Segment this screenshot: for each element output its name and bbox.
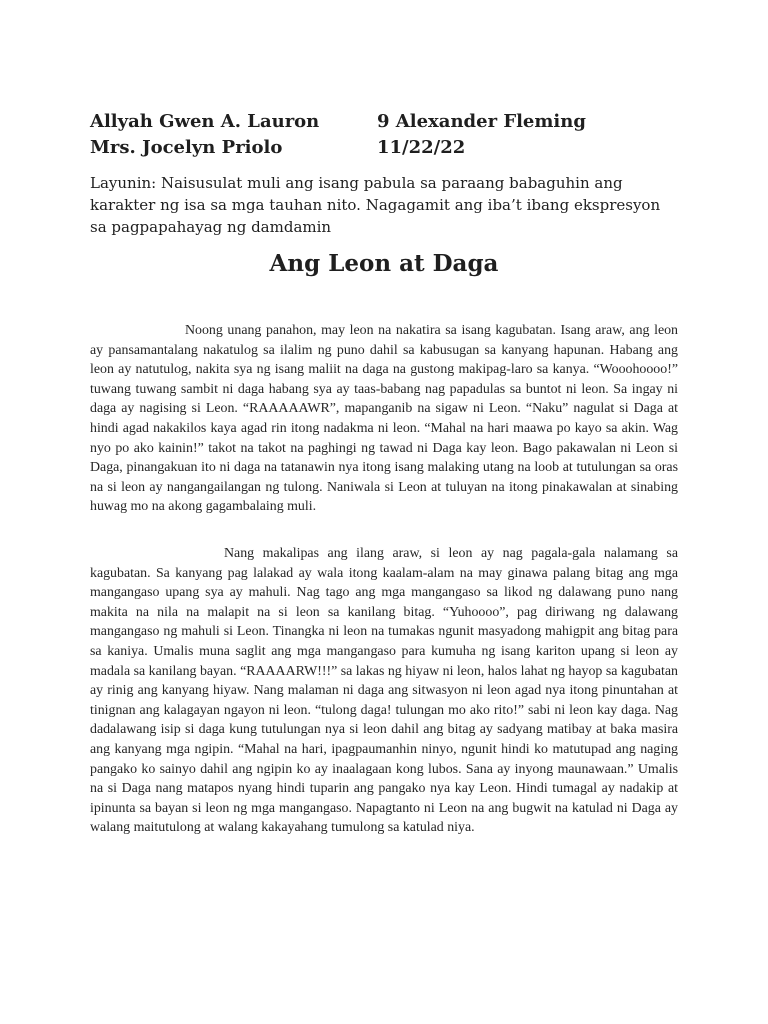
teacher-name: Mrs. Jocelyn Priolo — [90, 137, 283, 158]
header-row-teacher — [90, 137, 466, 158]
objective-text: Layunin: Naisusulat muli ang isang pabula sa paraang babaguhin ang karakter ng isa sa mga tauhan nito. Nagagamit ang iba’t ibang ekspresyon sa pagpapahayag ng damdamin — [90, 174, 661, 236]
student-section: 9 Alexander Fleming — [377, 111, 586, 132]
document-title: Ang Leon at Daga — [269, 250, 499, 277]
document-date: 11/22/22 — [377, 137, 466, 158]
student-name: Allyah Gwen A. Lauron — [90, 111, 320, 132]
story-paragraph-2: Nang makalipas ang ilang araw, si leon ay nag pagala-gala nalamang sa kagubatan. Sa kanyang pag lalakad ay wala itong kaalam-alam na may ginawa palang bitag ang mga mangangaso upang sya ay mahuli. Nag tago ang mga mangangaso sa likod ng dalawang puno nang makita na nila na malapit na si leon sa kanilang bitag. “Yuhoooo”, pag diriwang ng dalawang mangangaso ng mahuli si Leon. Tinangka ni leon na tumakas ngunit masyadong mahigpit ang bitag para sa kaniya. Umalis muna saglit ang mga mangangaso para kumuha ng isang kariton upang si leon ay madala sa kanilang bayan. “RAAAARW!!!” sa lakas ng hiyaw ni leon, halos lahat ng hayop sa kagubatan ay rinig ang kanyang hiyaw. Nang malaman ni daga ang sitwasyon ni leon agad nya itong pinuntahan at tinignan ang kalagayan ngayon ni leon. “tulong daga! tulungan mo ako rito!” sabi ni leon kay daga. Nag dadalawang isip si daga kung tutulungan nya si leon dahil ang bitag ay sadyang matibay at baka masira ang kanyang mga ngipin. “Mahal na hari, ipagpaumanhin ninyo, ngunit hindi ko matutupad ang naging pangako ko sainyo dahil ang ngipin ko ay inaalagaan kong lubos. Sana ay inyong maunawaan.” Umalis na si Daga nang matapos nyang hindi tuparin ang pangako nya kay Leon. Hindi tumagal ay nadakip at ipinunta sa bayan si leon ng mga mangangaso. Napagtanto ni Leon na ang bugwit na katulad ni Daga ay walang maitutulong at walang kakayahang tumulong sa katulad niya. — [90, 546, 678, 836]
header-row-student — [90, 111, 586, 132]
story-paragraph-1: Noong unang panahon, may leon na nakatira sa isang kagubatan. Isang araw, ang leon ay pansamantalang nakatulog sa ilalim ng puno dahil sa kabusugan sa kanyang hapunan. Habang ang leon ay natutulog, nakita sya ng isang maliit na daga na gustong makipag-laro sa kanya. “Wooohoooo!” tuwang tuwang sambit ni daga habang sya ay taas-babang nag papadulas sa buntot ni leon. Sa ingay ni daga ay nagising si Leon. “RAAAAAWR”, mapanganib na sigaw ni Leon. “Naku” nagulat si Daga at hindi agad nakakilos kaya agad rin itong nadakma ni leon. “Mahal na hari maawa po kayo sa akin. Wag nyo po ako kainin!” takot na takot na paghingi ng tawad ni Daga kay leon. Bago pakawalan ni Leon si Daga, pinangakuan ito ni daga na tatanawin nya itong isang malaking utang na loob at tutulungan sa oras na si leon ay nangangailangan ng tulong. Naniwala si Leon at tuluyan na itong pinakawalan at sinabing huwag mo na akong gagambalaing muli. — [90, 323, 678, 515]
